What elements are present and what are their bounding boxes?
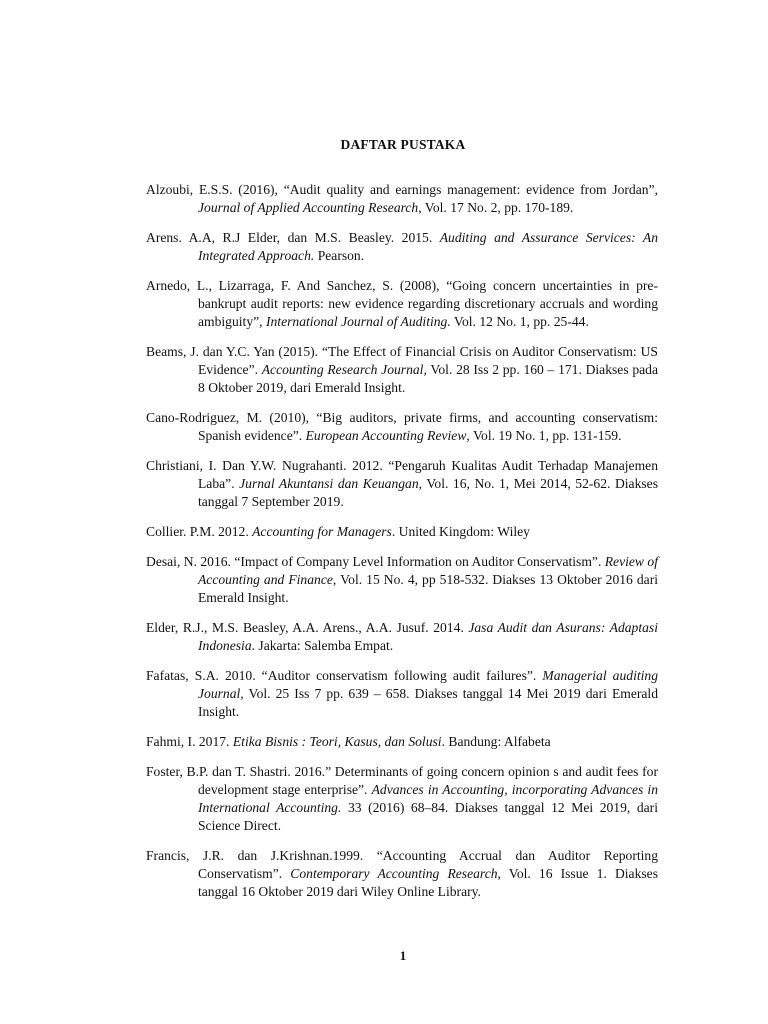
reference-details: Vol. 16 Issue 1. Diakses tanggal 16 Oktober 2019 dari Wiley Online Library. bbox=[198, 866, 658, 899]
reference-details: , Vol. 19 No. 1, pp. 131-159. bbox=[466, 428, 622, 443]
reference-source: Contemporary Accounting Research, bbox=[290, 866, 501, 881]
reference-source: Review of Accounting and Finance bbox=[198, 554, 658, 587]
reference-text: Francis, J.R. dan J.Krishnan.1999. “Accounting Accrual dan Auditor Reporting Conservatism”. bbox=[146, 848, 658, 881]
reference-entry bbox=[146, 523, 658, 541]
reference-entry bbox=[146, 847, 658, 901]
reference-text: Christiani, I. Dan Y.W. Nugrahanti. 2012. “Pengaruh Kualitas Audit Terhadap Manajemen Laba”. bbox=[146, 458, 658, 491]
page-title: DAFTAR PUSTAKA bbox=[340, 137, 466, 152]
reference-source: Advances in Accounting, incorporating Advances in International Accounting. bbox=[198, 782, 658, 815]
reference-details: . Jakarta: Salemba Empat. bbox=[251, 638, 394, 653]
reference-source: Accounting Research Journal, bbox=[261, 362, 427, 377]
reference-entry bbox=[146, 763, 658, 835]
reference-details: Vol. 16, No. 1, Mei 2014, 52-62. Diakses tanggal 7 September 2019. bbox=[198, 476, 658, 509]
reference-entry bbox=[146, 181, 658, 217]
reference-entry bbox=[146, 277, 658, 331]
reference-list bbox=[146, 181, 658, 913]
reference-text: Alzoubi, E.S.S. (2016), “Audit quality and earnings management: evidence from Jordan”, bbox=[146, 182, 658, 197]
reference-text: Fafatas, S.A. 2010. “Auditor conservatism following audit failures”. bbox=[146, 668, 543, 683]
reference-source: Journal of Applied Accounting Research bbox=[198, 200, 419, 215]
reference-text: Desai, N. 2016. “Impact of Company Level Information on Auditor Conservatism”. bbox=[146, 554, 605, 569]
reference-details: , Vol. 15 No. 4, pp 518-532. Diakses 13 Oktober 2016 dari Emerald Insight. bbox=[198, 572, 659, 605]
reference-entry bbox=[146, 619, 658, 655]
reference-source: Managerial auditing Journal, bbox=[198, 668, 658, 701]
reference-details: Pearson. bbox=[314, 248, 365, 263]
reference-source: Jurnal Akuntansi dan Keuangan, bbox=[239, 476, 423, 491]
reference-text: Cano-Rodriguez, M. (2010), “Big auditors, private firms, and accounting conservatism: Spanish evidence”. bbox=[146, 410, 658, 443]
reference-entry bbox=[146, 229, 658, 265]
reference-text: Arnedo, L., Lizarraga, F. And Sanchez, S. (2008), “Going concern uncertainties in pre-bankrupt audit reports: new evidence regarding discretionary accruals and wording ambiguity”, bbox=[146, 278, 658, 329]
reference-text: Arens. A.A, R.J Elder, dan M.S. Beasley. 2015. bbox=[146, 230, 440, 245]
reference-entry bbox=[146, 409, 658, 445]
reference-text: Foster, B.P. dan T. Shastri. 2016.” Determinants of going concern opinion s and audit fees for development stage enterprise”. bbox=[146, 764, 658, 797]
reference-source: International Journal of Auditing. bbox=[265, 314, 451, 329]
reference-text: Beams, J. dan Y.C. Yan (2015). “The Effect of Financial Crisis on Auditor Conservatism: US Evidence”. bbox=[146, 344, 658, 377]
reference-source: Jasa Audit dan Asurans: Adaptasi Indonesia bbox=[198, 620, 658, 653]
reference-entry bbox=[146, 457, 658, 511]
reference-text: Elder, R.J., M.S. Beasley, A.A. Arens., A.A. Jusuf. 2014. bbox=[146, 620, 469, 635]
reference-text: Fahmi, I. 2017. bbox=[146, 734, 233, 749]
reference-source: European Accounting Review bbox=[305, 428, 467, 443]
page-number: 1 bbox=[399, 948, 407, 963]
reference-text: Collier. P.M. 2012. bbox=[146, 524, 253, 539]
reference-source: Auditing and Assurance Services: An Integrated Approach. bbox=[198, 230, 658, 263]
reference-source: Accounting for Managers bbox=[252, 524, 392, 539]
reference-entry bbox=[146, 667, 658, 721]
reference-entry bbox=[146, 553, 658, 607]
reference-details: Vol. 25 Iss 7 pp. 639 – 658. Diakses tanggal 14 Mei 2019 dari Emerald Insight. bbox=[198, 686, 658, 719]
reference-details: Vol. 28 Iss 2 pp. 160 – 171. Diakses pada 8 Oktober 2019, dari Emerald Insight. bbox=[198, 362, 658, 395]
reference-details: Vol. 12 No. 1, pp. 25-44. bbox=[450, 314, 589, 329]
reference-entry bbox=[146, 343, 658, 397]
reference-details: , Vol. 17 No. 2, pp. 170-189. bbox=[418, 200, 574, 215]
reference-details: . Bandung: Alfabeta bbox=[441, 734, 551, 749]
reference-entry bbox=[146, 733, 658, 751]
reference-details: . United Kingdom: Wiley bbox=[391, 524, 530, 539]
reference-details: 33 (2016) 68–84. Diakses tanggal 12 Mei 2019, dari Science Direct. bbox=[198, 800, 658, 833]
reference-source: Etika Bisnis : Teori, Kasus, dan Solusi bbox=[232, 734, 442, 749]
